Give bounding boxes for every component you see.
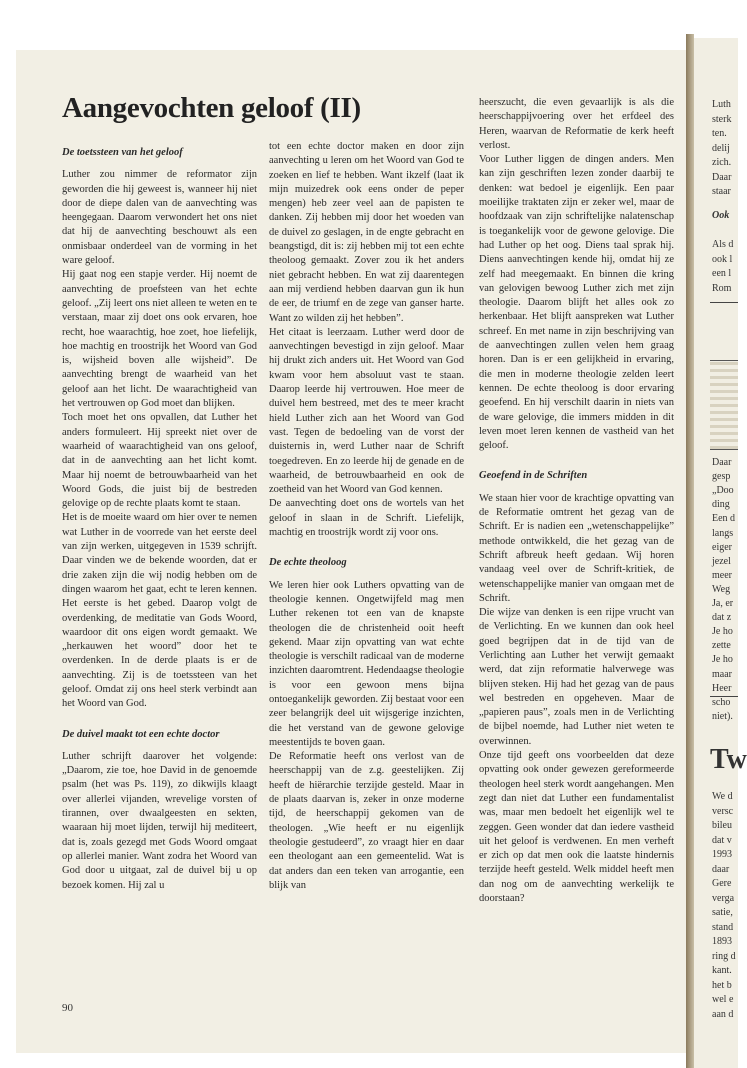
adjacent-page-text: niet). xyxy=(712,710,733,722)
paragraph: Toch moet het ons opvallen, dat Luther het anders formuleert. Hij spreekt niet over de waarheid of waarachtigheid van ons geloof, dat in de aanvechting aan het licht komt. Maar hij noemt de betrouwbaarheid van het Woord Gods, die juist bij de bestreden gelovige op de rechte plaats komt te staan. xyxy=(62,412,257,510)
section-heading: De echte theoloog xyxy=(269,557,347,569)
paragraph: Voor Luther liggen de dingen anders. Men kan zijn geschriften lezen zonder daarbij te denken: wat bedoel je eigenlijk. Een paar moeilijke traktaten zijn er zeker wel, maar de hoofdzaak van zijn schriftelijke nalatenschap is toegankelijk voor de gewone gelovige. Die had Luther op het oog. Diens taal sprak hij. Diens aanvechtingen kende hij, omdat hij ze zelf had meegemaakt. En binnen die kring van gelovigen bewoog Luther zich met zijn theologie. Daarom blijft het alles ook zo herkenbaar. Het blijft aanspreken wat Luther schreef. En met name in zijn beschrijving van de aanvechtingen zullen velen hem graag horen. Dan is er een gelijkheid in ervaring, die men in moderne theologie zelden leert kennen. De echte theoloog is door ervaring geoefend. En hij verschilt daarin in niets van de ware gelovige, die immers midden in dit leven moet leren kennen de vastheid van het geloof. xyxy=(479,154,674,452)
adjacent-page-text: stand xyxy=(712,921,734,933)
adjacent-page-text: bileu xyxy=(712,820,732,831)
section-heading: De duivel maakt tot een echte doctor xyxy=(62,728,220,740)
adjacent-page-text: maar xyxy=(712,668,732,680)
adjacent-page-text: „Doo xyxy=(712,485,734,497)
adjacent-page-text: Gere xyxy=(712,878,732,889)
adjacent-page-text: ten. xyxy=(712,128,727,139)
adjacent-page-title: Tw xyxy=(710,744,747,775)
paragraph: We leren hier ook Luthers opvatting van de theologie kennen. Ongetwijfeld mag men Luther rekenen tot een van de knapste theologen die de christenheid ooit heeft gekend. Maar zijn opvatting van wat echte theologie is verschilt radicaal van de moderne inzichten daaromtrent. Hedendaagse theologie is voor een gewoon mens bijna ontoegankelijk geworden. Zij bestaat voor een zeer belangrijk deel uit wijsgerige inzichten, die het verstand van de gewone gelovige meestentijds te boven gaan. xyxy=(269,579,464,748)
paragraph: heerszucht, die even gevaarlijk is als die heerschappijvoering over het erfdeel des Heren, waarvan de Reformatie de kerk heeft verlost. xyxy=(479,97,674,151)
adjacent-page-text: Weg xyxy=(712,583,731,595)
adjacent-page-text: verga xyxy=(712,892,735,904)
adjacent-page-text: ring d xyxy=(712,950,736,962)
column-2 xyxy=(269,140,464,893)
illustration xyxy=(710,360,738,450)
paragraph: tot een echte doctor maken en door zijn aanvechting u leren om het Woord van God te zoeken en lief te hebben. Want ikzelf (laat ik mijn muizedrek ook eens onder de peper mengen) heb zeer veel aan de papisten te danken. Zij hebben mij door het woeden van de duivel zo geslagen, in de engte gebracht en beangstigd, dit is: zij hebben mij tot een echte theoloog gemaakt. Zover zou ik het anders niet gebracht hebben. En wat zij daarentegen aan mij verdiend hebben daarvan gun ik hun de eer, de triumf en de zege van ganser harte. Want zo wilden zij het hebben”. xyxy=(269,141,464,324)
adjacent-page xyxy=(694,38,747,1068)
adjacent-page-text: Heer xyxy=(712,682,732,694)
paragraph: Die wijze van denken is een rijpe vrucht van de Verlichting. En we kunnen dan ook heel goed begrijpen dat in de tijd van de Verlichting aan Luther het verwijt gemaakt werd, dat zijn reformatie halverwege was blijven steken. Hij had het gezag van de paus wel bestreden en opgeheven. Maar de „papieren paus”, zoals men in de Verlichting de bijbel noemde, had Luther niet weten te overwinnen. xyxy=(479,607,674,747)
page-number: 90 xyxy=(62,1002,73,1014)
adjacent-page-text: meer xyxy=(712,569,732,581)
paragraph: De aanvechting doet ons de wortels van het geloof in slaan in de Schrift. Liefelijk, machtig en troostrijk wordt zij voor ons. xyxy=(269,498,464,539)
page-gutter xyxy=(686,34,694,1068)
adjacent-page-text: Je ho xyxy=(712,654,733,666)
column-1 xyxy=(62,140,257,893)
adjacent-page-text: ding xyxy=(712,499,730,511)
adjacent-page-text: Daar xyxy=(712,171,732,183)
adjacent-page-text: Daar xyxy=(712,457,732,468)
adjacent-page-text: Een d xyxy=(712,513,736,525)
divider-rule xyxy=(710,696,738,697)
paragraph: Luther zou nimmer de reformator zijn geworden die hij geweest is, wanneer hij niet door de diepe dalen van de aanvechting was heengegaan. Daarom verwondert het ons niet dat hij de aanvechting beschouwt als een onmisbaar onderdeel van de vorming in het ware geloof. xyxy=(62,169,257,267)
column-3 xyxy=(479,96,674,906)
adjacent-page-text: daar xyxy=(712,863,730,875)
divider-rule xyxy=(710,302,738,303)
adjacent-page-text: dat z xyxy=(712,612,732,624)
adjacent-page-text: satie, xyxy=(712,907,733,918)
adjacent-page-text: ook l xyxy=(712,253,733,265)
adjacent-page-text: zette xyxy=(712,640,731,652)
adjacent-page-text: Je ho xyxy=(712,626,733,638)
adjacent-page-text: sterk xyxy=(712,113,732,125)
adjacent-page-text: Luth xyxy=(712,99,731,110)
adjacent-page-text: We d xyxy=(712,791,733,802)
adjacent-page-text: zich. xyxy=(712,157,732,168)
paragraph: Luther schrijft daarover het volgende: „Daarom, zie toe, hoe David in de genoemde psalm (het was Ps. 119), zo dikwijls klaagt over allerlei vijanden, wrevelige vorsten of tirannen, over dwaalgeesten en sekten, waaraan hij moet lijden, terwijl hij mediteert, dat is, zoals gezegd met Gods Woord omgaat op allerlei manier. Want zodra het Woord van God door u uitgaat, zal de duivel bij u op bezoek komen. Hij zal u xyxy=(62,750,257,891)
adjacent-page-text: eiger xyxy=(712,541,732,553)
article-title: Aangevochten geloof (II) xyxy=(62,92,361,124)
paragraph: Het citaat is leerzaam. Luther werd door de aanvechtingen bevestigd in zijn geloof. Maar hij drukt zich anders uit. Het Woord van God kwam voor hem absoluut vast te staan. Daarop leerde hij vertrouwen. Hoe meer de duivel hem bestreed, met des te meer kracht hield Luther zich aan het Woord van God vast. Tegen de bedoeling van de vorst der duisternis in, werd Luther naar de Schrift toegedreven. En zo leerde hij de genade en de waarheid, de betrouwbaarheid en ook de zoetheid van het Woord van God kennen. xyxy=(269,326,464,496)
adjacent-page-text: aan d xyxy=(712,1008,734,1020)
adjacent-page-text: jezel xyxy=(712,555,731,567)
adjacent-page-text: scho xyxy=(712,696,731,708)
adjacent-page-text: langs xyxy=(712,527,734,539)
paragraph: Het is de moeite waard om hier over te nemen wat Luther in de voorrede van het eerste deel van zijn werken, uitgegeven in 1539 schrijft. Daar vinden we de bekende woorden, dat er drie zaken zijn die wij nodig hebben om de dingen waarom het gaat, echt te leren kennen. Het eerste is het gebed. Daarop volgt de overdenking, de meditatie van Gods Woord, waardoor dit ons eigen wordt gemaakt. We „herkauwen het woord” door het te overdenken. In de derde plaats is er de aanvechting. Zij is de toetssteen van het geloof. Omdat zij ons heel sterk verbindt aan het Woord van God. xyxy=(62,512,257,710)
adjacent-page-text: een l xyxy=(712,268,732,279)
paragraph: We staan hier voor de krachtige opvatting van de Reformatie omtrent het gezag van de Schrift. Er is nadien een „wetenschappelijke” methode ontwikkeld, die het gezag van de Schrift afbreuk heeft gedaan. Wij horen vandaag veel over de Schrift-kritiek, de wetenschappelijke manier van omgaan met de Schrift. xyxy=(479,492,674,604)
adjacent-page-text: 1993 xyxy=(712,849,732,860)
adjacent-page-text: staar xyxy=(712,186,731,197)
adjacent-page-text: 1893 xyxy=(712,936,732,947)
section-heading: Geoefend in de Schriften xyxy=(479,470,588,482)
paragraph: Onze tijd geeft ons voorbeelden dat deze opvatting ook onder gewezen gereformeerde theologen heel sterk wordt aangehangen. Men zegt dan niet dat Luther een fundamentalist was, maar men bedoelt het eigenlijk wel te zeggen. Geen wonder dat dan iedere vastheid uit het geloof is verdwenen. En men verheft er zich op dat men ook die laatste hindernis terzijde heeft gesteld. Welk middel heeft men dan nog om de aanvechting werkelijk te doorstaan? xyxy=(479,750,674,905)
adjacent-page-text: gesp xyxy=(712,471,731,483)
adjacent-page-text: wel e xyxy=(712,994,734,1005)
adjacent-page-text: kant. xyxy=(712,965,732,976)
adjacent-page-text: versc xyxy=(712,805,734,817)
adjacent-page-text: Ja, er xyxy=(712,598,734,609)
paragraph: De Reformatie heeft ons verlost van de heerschappij van de z.g. geestelijken. Zij heeft de hiërarchie terzijde gesteld. Maar in de plaats daarvan is, zeker in onze moderne tijd, de heerschappij gekomen van de theologen. „Wie heeft er nu eigenlijk theologie gestudeerd”, zo vraagt hier en daar een theologant aan een gemeentelid. Wat is dat anders dan een teken van arrogantie, een blijk van xyxy=(269,751,464,891)
adjacent-page-text: delij xyxy=(712,142,730,154)
adjacent-page-text: dat v xyxy=(712,834,732,846)
adjacent-page-heading: Ook xyxy=(712,210,730,221)
adjacent-page-text: het b xyxy=(712,979,732,991)
section-heading: De toetssteen van het geloof xyxy=(62,147,183,158)
adjacent-page-text: Als d xyxy=(712,239,734,250)
paragraph: Hij gaat nog een stapje verder. Hij noemt de aanvechting de proefsteen van het echte geloof. „Zij leert ons niet alleen te weten en te verstaan, maar zij doet ons ook ervaren, hoe recht, hoe waarachtig, hoe zoet, hoe liefelijk, hoe machtig en troostrijk het Woord van God is, wijsheid boven alle wijsheid”. De aanvechting brengt de waarheid van het geloof aan het licht. De waarachtigheid van het vertrouwen op God moet dan blijken. xyxy=(62,269,257,410)
adjacent-page-text: Rom xyxy=(712,282,732,294)
